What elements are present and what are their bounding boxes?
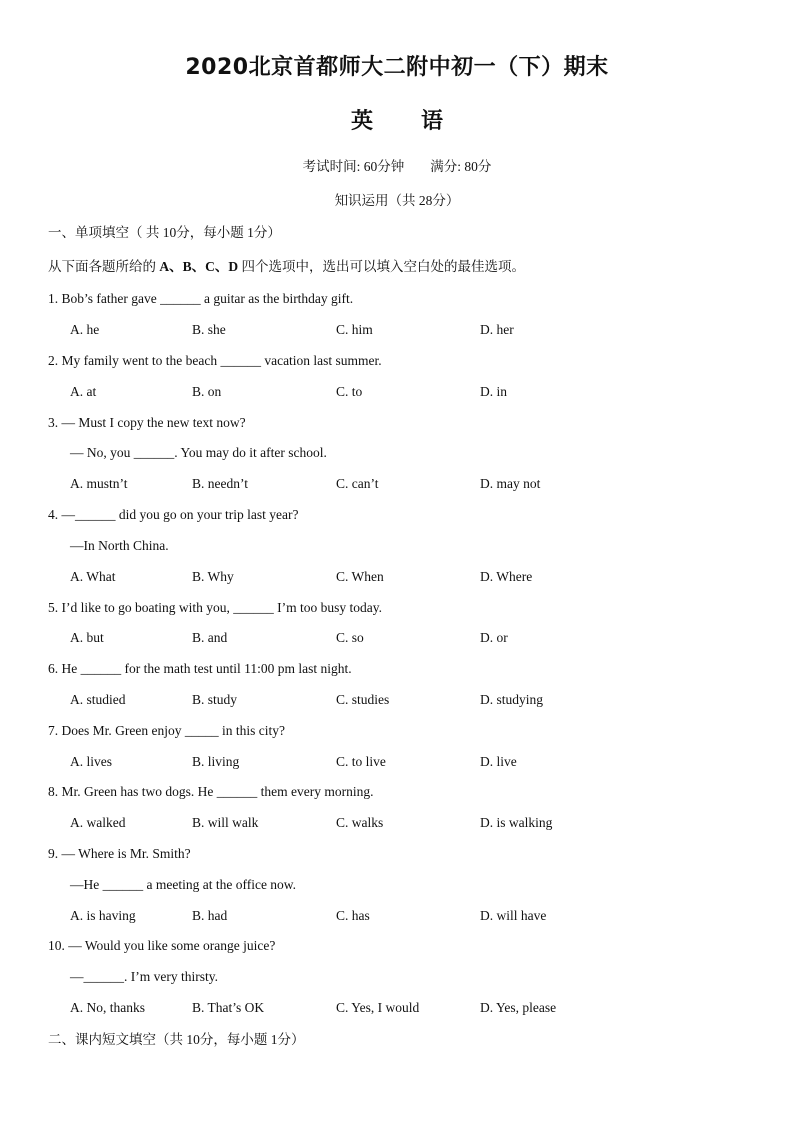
section1-instruction: 从下面各题所给的 A、B、C、D 四个选项中，选出可以填入空白处的最佳选项。 <box>48 259 526 274</box>
option-d: D. will have <box>480 908 547 923</box>
section2-heading: 二、课内短文填空（共 10分，每小题 1分） <box>48 1032 305 1047</box>
option-a: A. but <box>70 630 104 645</box>
question-options <box>70 383 750 401</box>
question-answer-line: — No, you ______. You may do it after school. <box>70 445 327 460</box>
option-b: B. That’s OK <box>192 1000 265 1015</box>
option-a: A. mustn’t <box>70 476 128 491</box>
question-options <box>70 475 750 493</box>
option-b: B. living <box>192 754 240 769</box>
subject-char-2: 语 <box>421 109 444 134</box>
exam-meta <box>0 155 794 175</box>
option-c: C. so <box>336 630 364 645</box>
question-stem: 1. Bob’s father gave ______ a guitar as the birthday gift. <box>48 291 354 306</box>
subject-char-1: 英 <box>350 109 373 134</box>
option-c: C. walks <box>336 815 384 830</box>
option-a: A. No, thanks <box>70 1000 145 1015</box>
option-a: A. studied <box>70 692 126 707</box>
option-d: D. Yes, please <box>480 1000 557 1015</box>
option-d: D. or <box>480 630 508 645</box>
question-stem: 7. Does Mr. Green enjoy _____ in this city? <box>48 723 285 738</box>
question-options <box>70 629 750 647</box>
option-c: C. When <box>336 569 384 584</box>
option-c: C. studies <box>336 692 390 707</box>
question-stem: 10. — Would you like some orange juice? <box>48 938 276 953</box>
question-options <box>70 907 750 925</box>
question-stem: 4. —______ did you go on your trip last year? <box>48 507 299 522</box>
option-d: D. is walking <box>480 815 553 830</box>
option-d: D. Where <box>480 569 533 584</box>
option-c: C. Yes, I would <box>336 1000 420 1015</box>
question-options <box>70 814 750 832</box>
option-c: C. to live <box>336 754 386 769</box>
question-answer-line: —He ______ a meeting at the office now. <box>70 877 297 892</box>
option-c: C. to <box>336 384 363 399</box>
option-b: B. Why <box>192 569 234 584</box>
question-stem: 6. He ______ for the math test until 11:00 pm last night. <box>48 661 352 676</box>
question-options <box>70 999 750 1017</box>
option-d: D. in <box>480 384 507 399</box>
option-a: A. lives <box>70 754 112 769</box>
option-b: B. she <box>192 322 226 337</box>
option-c: C. him <box>336 322 373 337</box>
option-b: B. will walk <box>192 815 259 830</box>
question-stem: 9. — Where is Mr. Smith? <box>48 846 191 861</box>
question-options <box>70 321 750 339</box>
question-options <box>70 691 750 709</box>
option-d: D. studying <box>480 692 544 707</box>
question-stem: 3. — Must I copy the new text now? <box>48 415 246 430</box>
question-answer-line: —In North China. <box>70 538 169 553</box>
option-a: A. he <box>70 322 100 337</box>
option-b: B. on <box>192 384 222 399</box>
question-stem: 8. Mr. Green has two dogs. He ______ them every morning. <box>48 784 374 799</box>
question-answer-line: —______. I’m very thirsty. <box>70 969 218 984</box>
option-c: C. can’t <box>336 476 379 491</box>
option-c: C. has <box>336 908 370 923</box>
option-b: B. study <box>192 692 238 707</box>
option-a: A. is having <box>70 908 136 923</box>
option-a: A. walked <box>70 815 126 830</box>
option-letters: A、B、C、D <box>159 259 239 274</box>
exam-time: 考试时间: 60分钟 <box>302 159 405 174</box>
exam-subject <box>0 104 794 135</box>
option-d: D. live <box>480 754 517 769</box>
question-stem: 2. My family went to the beach ______ vacation last summer. <box>48 353 382 368</box>
full-score: 满分: 80分 <box>430 159 492 174</box>
option-b: B. and <box>192 630 228 645</box>
option-d: D. may not <box>480 476 541 491</box>
option-b: B. needn’t <box>192 476 248 491</box>
option-a: A. What <box>70 569 116 584</box>
question-options <box>70 753 750 771</box>
option-d: D. her <box>480 322 514 337</box>
part-title: 知识运用（共 28分） <box>334 193 460 208</box>
option-a: A. at <box>70 384 97 399</box>
section1-heading: 一、单项填空（ 共 10分，每小题 1分） <box>48 225 281 240</box>
question-stem: 5. I’d like to go boating with you, ______ I’m too busy today. <box>48 600 382 615</box>
option-b: B. had <box>192 908 228 923</box>
exam-title: 2020北京首都师大二附中初一（下）期末 <box>185 55 609 80</box>
question-options <box>70 568 750 586</box>
